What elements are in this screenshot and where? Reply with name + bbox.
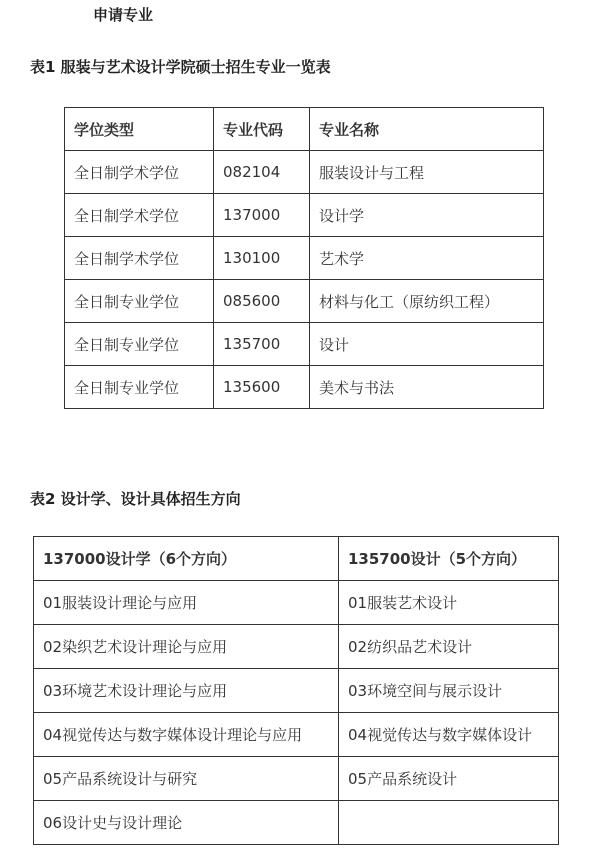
- table-row: [65, 237, 544, 280]
- cell-major-code: 082104: [214, 151, 310, 194]
- cell-design-direction: 04视觉传达与数字媒体设计: [339, 713, 559, 757]
- cell-design-direction: 01服装艺术设计: [339, 581, 559, 625]
- cell-design-direction: 05产品系统设计: [339, 757, 559, 801]
- cell-design-studies-direction: 05产品系统设计与研究: [34, 757, 339, 801]
- table-row: [34, 713, 559, 757]
- cell-major-code: 137000: [214, 194, 310, 237]
- cell-design-studies-direction: 04视觉传达与数字媒体设计理论与应用: [34, 713, 339, 757]
- header-major-name: 专业名称: [310, 108, 544, 151]
- table-header-row: [34, 537, 559, 581]
- cell-degree-type: 全日制专业学位: [65, 366, 214, 409]
- table-row: [65, 280, 544, 323]
- cell-degree-type: 全日制学术学位: [65, 151, 214, 194]
- table-row: [65, 366, 544, 409]
- cell-design-direction: [339, 801, 559, 845]
- table-row: [34, 625, 559, 669]
- table-row: [34, 669, 559, 713]
- table-row: [65, 323, 544, 366]
- table-row: [34, 801, 559, 845]
- table1-caption: 表1 服装与艺术设计学院硕士招生专业一览表: [30, 58, 331, 76]
- header-degree-type: 学位类型: [65, 108, 214, 151]
- table-row: [34, 757, 559, 801]
- cell-major-name: 材料与化工（原纺织工程）: [310, 280, 544, 323]
- table-row: [65, 194, 544, 237]
- cell-design-studies-direction: 02染织艺术设计理论与应用: [34, 625, 339, 669]
- cell-major-code: 130100: [214, 237, 310, 280]
- cell-major-name: 美术与书法: [310, 366, 544, 409]
- table-header-row: [65, 108, 544, 151]
- cell-major-name: 服装设计与工程: [310, 151, 544, 194]
- cell-major-code: 085600: [214, 280, 310, 323]
- header-design: 135700设计（5个方向）: [339, 537, 559, 581]
- cell-design-studies-direction: 06设计史与设计理论: [34, 801, 339, 845]
- cell-degree-type: 全日制专业学位: [65, 323, 214, 366]
- cell-degree-type: 全日制专业学位: [65, 280, 214, 323]
- cell-design-studies-direction: 01服装设计理论与应用: [34, 581, 339, 625]
- table-row: [34, 581, 559, 625]
- majors-table: [64, 107, 544, 409]
- cell-degree-type: 全日制学术学位: [65, 237, 214, 280]
- cell-design-direction: 02纺织品艺术设计: [339, 625, 559, 669]
- cell-major-code: 135600: [214, 366, 310, 409]
- header-major-code: 专业代码: [214, 108, 310, 151]
- cell-major-name: 艺术学: [310, 237, 544, 280]
- cell-degree-type: 全日制学术学位: [65, 194, 214, 237]
- cell-design-direction: 03环境空间与展示设计: [339, 669, 559, 713]
- header-design-studies: 137000设计学（6个方向）: [34, 537, 339, 581]
- cell-major-name: 设计: [310, 323, 544, 366]
- section-title: 申请专业: [93, 6, 154, 24]
- table-row: [65, 151, 544, 194]
- cell-major-name: 设计学: [310, 194, 544, 237]
- cell-design-studies-direction: 03环境艺术设计理论与应用: [34, 669, 339, 713]
- table2-caption: 表2 设计学、设计具体招生方向: [30, 490, 241, 508]
- cell-major-code: 135700: [214, 323, 310, 366]
- directions-table: [33, 536, 559, 845]
